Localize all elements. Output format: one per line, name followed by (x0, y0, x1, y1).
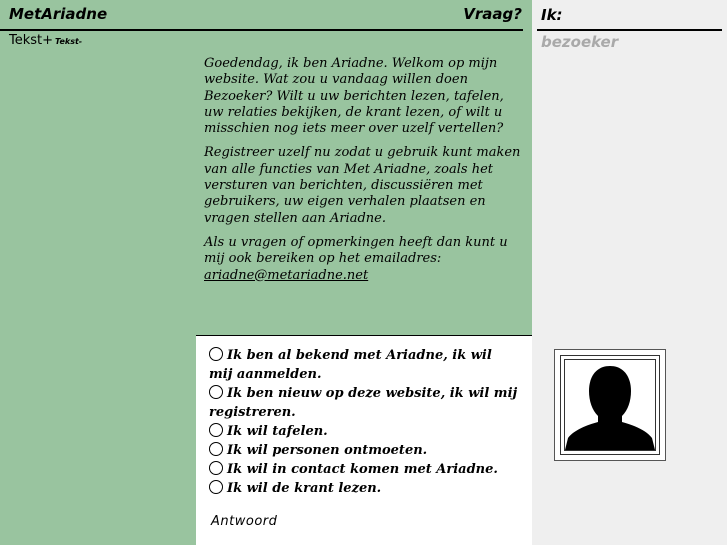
sidebar (532, 0, 727, 545)
email-link[interactable]: ariadne@metariadne.net (204, 267, 369, 283)
choice-contact-ariadne[interactable] (209, 460, 519, 479)
text-decrease-button[interactable]: Tekst- (55, 37, 83, 46)
avatar[interactable] (554, 349, 666, 461)
intro-paragraph-contact (204, 235, 526, 284)
choice-panel (196, 335, 532, 546)
radio-icon[interactable] (209, 480, 223, 494)
text-increase-button[interactable]: Tekst+ (9, 33, 54, 48)
sidebar-title: Ik: (541, 6, 563, 24)
choice-list (209, 346, 519, 498)
sidebar-divider (537, 29, 722, 31)
choice-read-newspaper[interactable] (209, 479, 519, 498)
answer-label: Antwoord (211, 514, 278, 529)
choice-login[interactable] (209, 346, 519, 384)
person-silhouette-icon (565, 360, 655, 450)
choice-label: Ik wil de krant lezen. (227, 481, 382, 496)
header-divider (0, 29, 523, 31)
site-title[interactable]: MetAriadne (9, 5, 108, 23)
intro-paragraph: Registreer uzelf nu zodat u gebruik kunt maken van alle functies van Met Ariadne, zoals het versturen van berichten, discussiëren met gebruikers, uw eigen verhalen plaatsen en vragen stellen aan Ariadne. (204, 145, 521, 226)
choice-label: Ik ben al bekend met Ariadne, ik wil mij aanmelden. (209, 348, 492, 382)
question-title[interactable]: Vraag? (463, 5, 522, 23)
choice-register[interactable] (209, 384, 519, 422)
choice-label: Ik wil tafelen. (227, 424, 328, 439)
radio-icon[interactable] (209, 461, 223, 475)
radio-icon[interactable] (209, 423, 223, 437)
avatar-image (564, 359, 656, 451)
choice-dine[interactable] (209, 422, 519, 441)
choice-meet-people[interactable] (209, 441, 519, 460)
choice-label: Ik ben nieuw op deze website, ik wil mij registreren. (209, 386, 518, 420)
radio-icon[interactable] (209, 442, 223, 456)
text-size-controls (9, 33, 82, 48)
intro-text (204, 56, 526, 292)
visitor-name: bezoeker (541, 33, 619, 51)
radio-icon[interactable] (209, 347, 223, 361)
choice-label: Ik wil personen ontmoeten. (227, 443, 428, 458)
choice-label: Ik wil in contact komen met Ariadne. (227, 462, 498, 477)
avatar-border (560, 355, 660, 455)
contact-text: Als u vragen of opmerkingen heeft dan kunt u mij ook bereiken op het emailadres: (204, 234, 508, 267)
intro-paragraph: Goedendag, ik ben Ariadne. Welkom op mijn website. Wat zou u vandaag willen doen Bezoeker? Wilt u uw berichten lezen, tafelen, uw relaties bekijken, de krant lezen, of wilt u misschien nog iets meer over uzelf vertellen? (204, 56, 504, 137)
radio-icon[interactable] (209, 385, 223, 399)
